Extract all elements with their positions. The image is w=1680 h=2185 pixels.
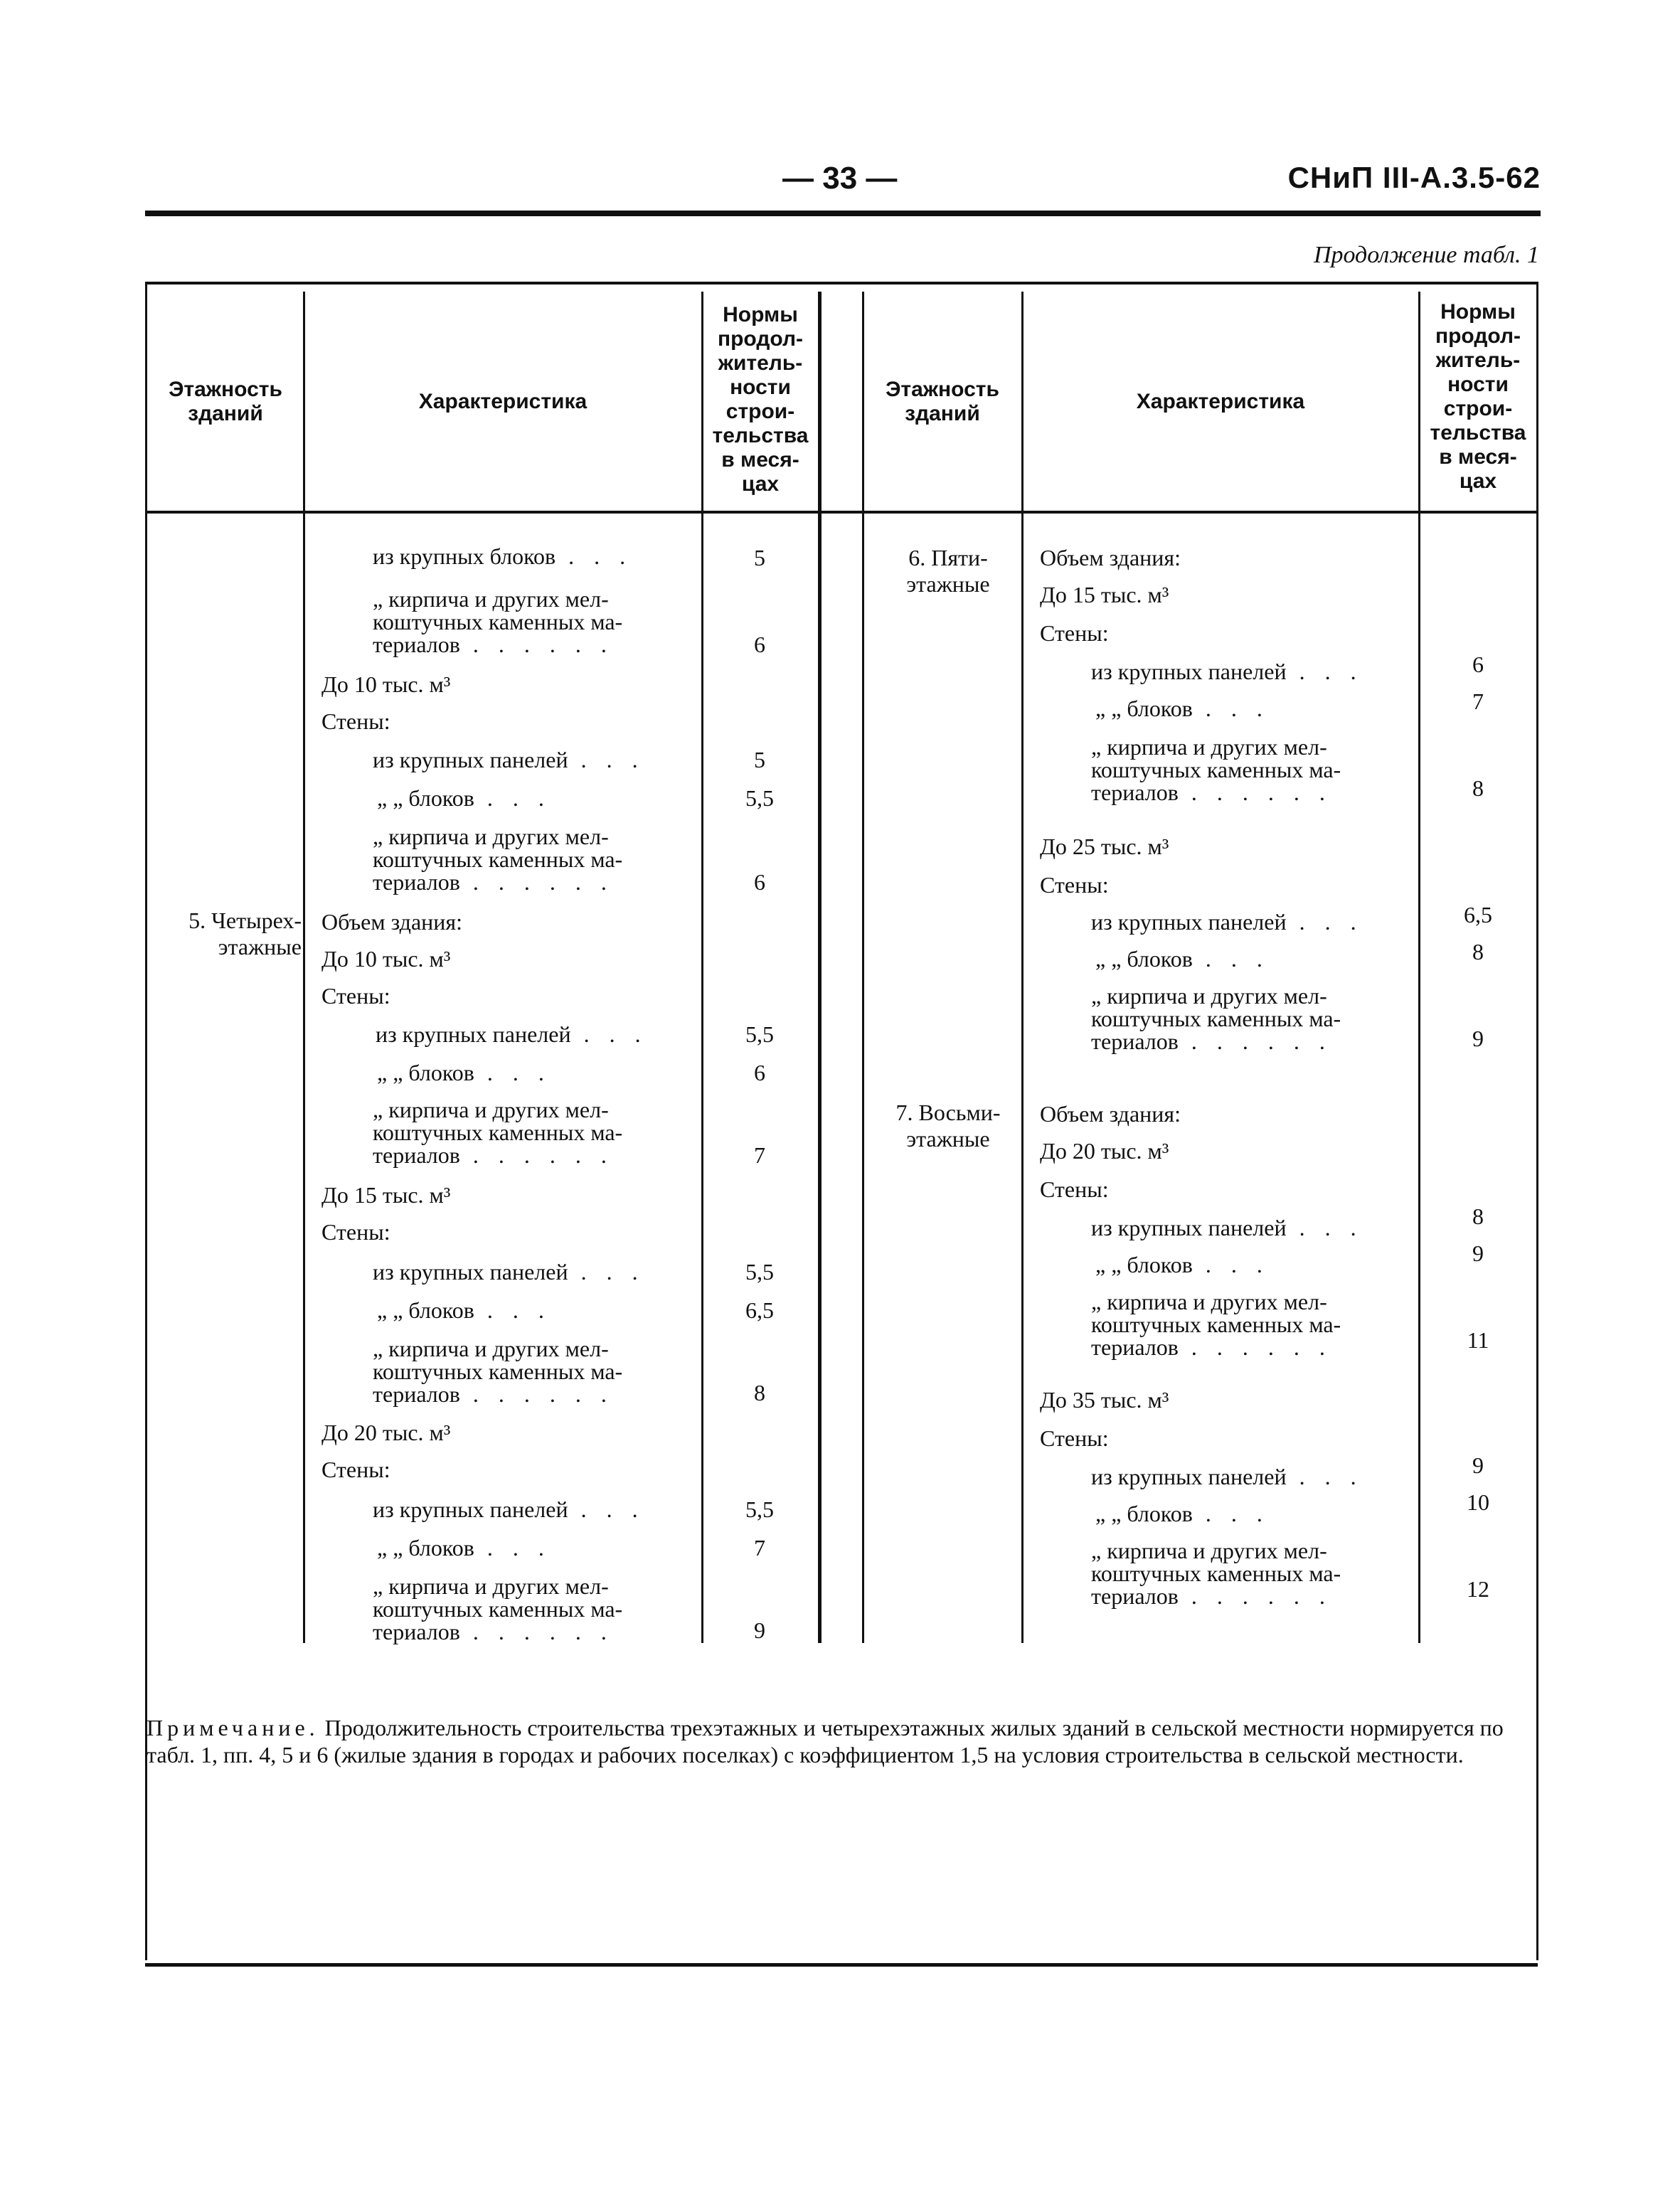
table-row: „ кирпича и других мел-коштучных каменных ма-териалов . . . . . . [1091, 734, 1341, 805]
norm-value: 8 [1472, 939, 1484, 964]
row-text: „ кирпича и других мел-коштучных каменных ма-териалов [373, 1573, 623, 1644]
table-row: До 20 тыс. м³ [1040, 1138, 1169, 1164]
table-row: До 25 тыс. м³ [1040, 834, 1169, 859]
table-row: „ кирпича и других мел-коштучных каменных ма-териалов . . . . . . [373, 824, 623, 895]
row-text: „ „ блоков [1095, 1252, 1193, 1277]
note-label: Примечание. [147, 1715, 319, 1740]
row-text: „ „ блоков [377, 1535, 474, 1561]
column-divider [1021, 292, 1024, 1643]
row-text: из крупных блоков [373, 543, 556, 569]
norm-value: 6 [754, 632, 765, 657]
row-text: из крупных панелей [1091, 909, 1287, 935]
header-norms-left: Нормы продол-житель-ности строи-тельства в меся-цах [712, 303, 809, 496]
table-row: из крупных панелей . . . [1091, 909, 1363, 935]
norm-value: 7 [1472, 689, 1484, 714]
row-text: „ „ блоков [1095, 696, 1193, 721]
table-row: из крупных панелей . . . [373, 747, 645, 772]
header-norms-right: Нормы продол-житель-ности строи-тельства в меся-цах [1430, 300, 1526, 493]
table-row: Объем здания: [321, 909, 462, 935]
table-bottom-rule [145, 1963, 1538, 1967]
table-row: „ „ блоков . . . [1095, 1501, 1270, 1526]
norm-value: 11 [1467, 1327, 1489, 1353]
row-text: „ кирпича и других мел-коштучных каменных ма-териалов [373, 824, 623, 895]
row-text: „ кирпича и других мел-коштучных каменных ма-териалов [1091, 734, 1341, 805]
table-row: „ „ блоков . . . [377, 1297, 551, 1323]
row-text: „ кирпича и других мел-коштучных каменных ма-териалов [373, 1336, 623, 1407]
column-divider [818, 292, 822, 1643]
header-rule [145, 211, 1541, 216]
norm-value: 9 [1472, 1026, 1484, 1051]
row-text: из крупных панелей [373, 747, 568, 772]
table-row: Стены: [321, 708, 390, 734]
norm-value: 5,5 [745, 785, 774, 811]
norm-value: 6,5 [1464, 902, 1492, 927]
table-row: „ „ блоков . . . [377, 1535, 551, 1561]
table-row: „ кирпича и других мел-коштучных каменных ма-териалов . . . . . . [373, 586, 623, 657]
row-text: „ кирпича и других мел-коштучных каменных ма-териалов [373, 1097, 623, 1168]
norm-value: 7 [754, 1535, 765, 1561]
row-text: „ кирпича и других мел-коштучных каменных ма-териалов [1091, 1538, 1341, 1609]
table-row: Стены: [1040, 1425, 1109, 1451]
header-storeys-right: Этажность зданий [886, 378, 999, 425]
row-text: „ кирпича и других мел-коштучных каменных ма-териалов [1091, 983, 1341, 1054]
row-text: „ кирпича и других мел-коштучных каменных ма-териалов [373, 586, 623, 657]
row-text: „ „ блоков [377, 1297, 474, 1323]
table-row: из крупных панелей . . . [373, 1259, 645, 1285]
table-row: „ „ блоков . . . [1095, 696, 1270, 721]
storey-group-label: 6. Пяти-этажные [906, 545, 990, 597]
table-row: „ кирпича и других мел-коштучных каменных ма-териалов . . . . . . [373, 1097, 623, 1168]
norm-value: 5,5 [745, 1021, 774, 1047]
norm-value: 5,5 [745, 1496, 774, 1522]
row-text: „ кирпича и других мел-коштучных каменных ма-териалов [1091, 1289, 1341, 1360]
table-left-border [145, 282, 147, 1960]
table-row: „ „ блоков . . . [1095, 1252, 1270, 1277]
table-row: „ кирпича и других мел-коштучных каменных ма-териалов . . . . . . [1091, 1289, 1341, 1360]
table-row: из крупных блоков . . . [373, 543, 633, 569]
page-number: — 33 — [782, 161, 898, 196]
row-text: из крупных панелей [373, 1259, 568, 1285]
table-row: Стены: [321, 983, 390, 1009]
norm-value: 9 [1472, 1452, 1484, 1478]
table-row: „ кирпича и других мел-коштучных каменных ма-териалов . . . . . . [1091, 1538, 1341, 1609]
column-divider [303, 292, 305, 1643]
norm-value: 8 [1472, 775, 1484, 801]
table-row: Объем здания: [1040, 545, 1181, 570]
norm-value: 9 [754, 1617, 765, 1643]
table-row: Стены: [321, 1457, 390, 1482]
norm-value: 5 [754, 747, 765, 772]
row-text: „ „ блоков [1095, 946, 1193, 972]
row-text: „ „ блоков [377, 1060, 474, 1085]
header-characteristic-left: Характеристика [418, 390, 588, 413]
document-code: СНиП III-А.3.5-62 [1287, 161, 1541, 194]
row-text: из крупных панелей [1091, 659, 1287, 684]
table-row: Стены: [1040, 620, 1109, 646]
table-row: Стены: [1040, 872, 1109, 898]
table-row: До 15 тыс. м³ [321, 1182, 451, 1208]
table-row: Стены: [1040, 1176, 1109, 1202]
table-row: Объем здания: [1040, 1101, 1181, 1127]
row-text: из крупных панелей [1091, 1215, 1287, 1240]
row-text: из крупных панелей [1091, 1464, 1287, 1489]
column-divider [1418, 292, 1420, 1643]
norm-value: 6 [754, 1060, 765, 1085]
table-row: из крупных панелей . . . [373, 1496, 645, 1522]
table-row: Стены: [321, 1219, 390, 1245]
norm-value: 9 [1472, 1240, 1484, 1266]
table-row: из крупных панелей . . . [376, 1021, 648, 1047]
table-row: „ „ блоков . . . [1095, 946, 1270, 972]
norm-value: 8 [754, 1380, 765, 1405]
table-header-rule [145, 511, 1538, 514]
table-row: из крупных панелей . . . [1091, 1464, 1363, 1489]
table-row: „ „ блоков . . . [377, 1060, 551, 1085]
note-text: Продолжительность строительства трехэтажных и четырехэтажных жилых зданий в сельской местности нормируется по табл. 1, пп. 4, 5 и 6 (жилые здания в городах и рабочих поселках) с коэффициентом 1,5 на условия строительства в сельской местности. [147, 1715, 1504, 1767]
header-characteristic-right: Характеристика [1136, 390, 1305, 413]
column-divider [701, 292, 703, 1643]
norm-value: 6,5 [745, 1297, 774, 1323]
storey-group-label: 5. Четырех-этажные [188, 908, 302, 959]
table-top-rule [145, 282, 1538, 285]
table-continuation-caption: Продолжение табл. 1 [1313, 242, 1539, 268]
table-row: До 20 тыс. м³ [321, 1420, 451, 1445]
row-text: „ „ блоков [377, 785, 474, 811]
table-row: До 10 тыс. м³ [321, 946, 451, 972]
table-note [147, 1714, 1519, 1768]
norm-value: 7 [754, 1142, 765, 1168]
table-row: „ кирпича и других мел-коштучных каменных ма-териалов . . . . . . [373, 1336, 623, 1407]
header-storeys-left: Этажность зданий [169, 378, 282, 425]
table-row: „ кирпича и других мел-коштучных каменных ма-териалов . . . . . . [1091, 983, 1341, 1054]
norm-value: 6 [1472, 652, 1484, 677]
table-right-border [1536, 282, 1538, 1960]
table-row: До 10 тыс. м³ [321, 671, 451, 697]
table-row: из крупных панелей . . . [1091, 659, 1363, 684]
storey-group-label: 7. Восьми-этажные [895, 1100, 1001, 1152]
norm-value: 8 [1472, 1203, 1484, 1229]
row-text: из крупных панелей [376, 1021, 571, 1047]
row-text: из крупных панелей [373, 1496, 568, 1522]
table-row: До 35 тыс. м³ [1040, 1387, 1169, 1413]
norm-value: 5 [754, 545, 765, 570]
norm-value: 5,5 [745, 1259, 774, 1285]
row-text: „ „ блоков [1095, 1501, 1193, 1526]
column-divider [862, 292, 864, 1643]
norm-value: 6 [754, 869, 765, 895]
table-row: „ „ блоков . . . [377, 785, 551, 811]
norm-value: 10 [1467, 1489, 1489, 1515]
table-row: „ кирпича и других мел-коштучных каменных ма-териалов . . . . . . [373, 1573, 623, 1644]
table-row: из крупных панелей . . . [1091, 1215, 1363, 1240]
table-row: До 15 тыс. м³ [1040, 582, 1169, 607]
norm-value: 12 [1467, 1576, 1489, 1602]
